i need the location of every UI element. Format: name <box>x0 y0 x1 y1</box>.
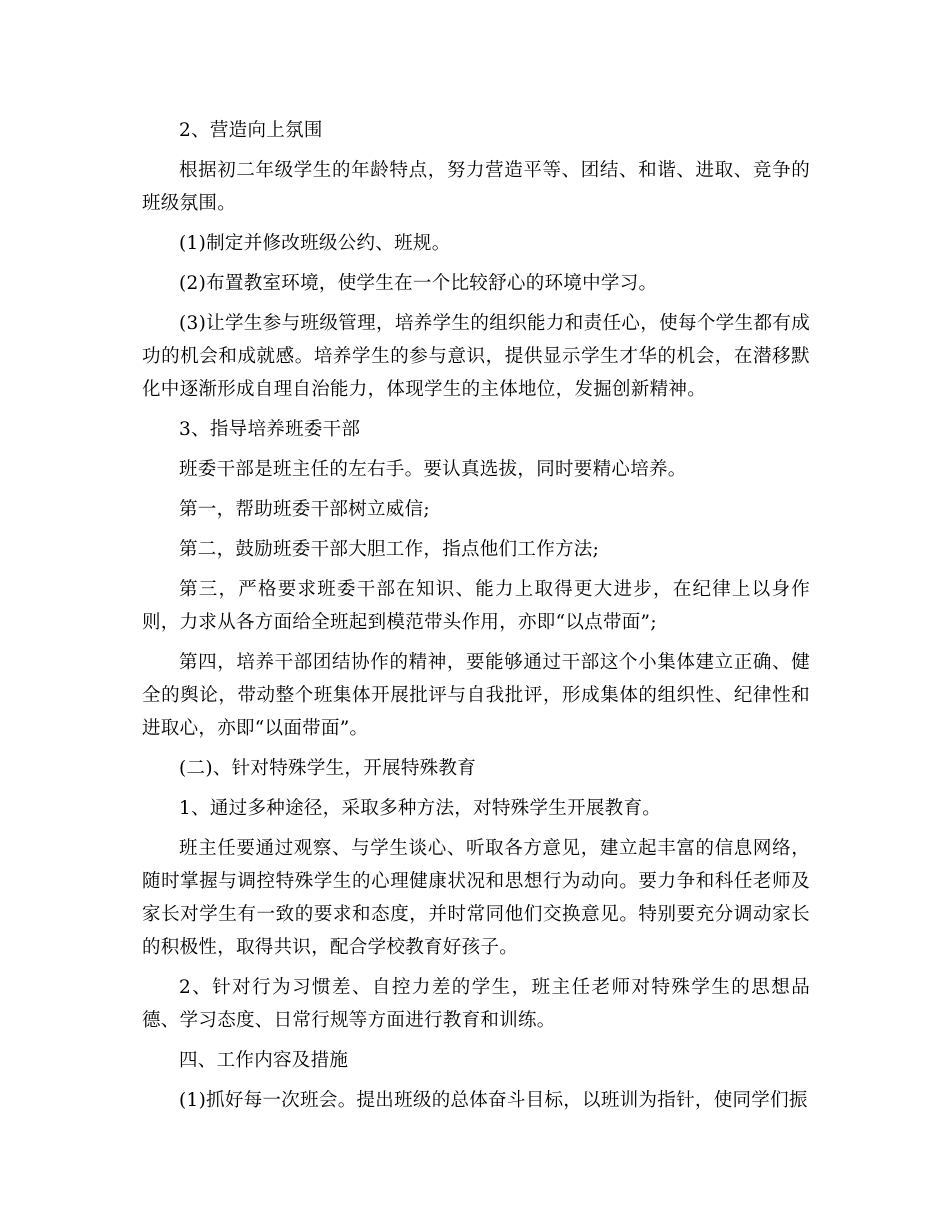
paragraph: 班主任要通过观察、与学生谈心、听取各方意见，建立起丰富的信息网络，随时掌握与调控特殊学生的心理健康状况和思想行为动向。要力争和科任老师及家长对学生有一致的要求和态度，并时常同他们交换意见。特别要充分调动家长的积极性，取得共识，配合学校教育好孩子。 <box>142 838 810 958</box>
list-item: 2、针对行为习惯差、自控力差的学生，班主任老师对特殊学生的思想品德、学习态度、日常行规等方面进行教育和训练。 <box>142 977 810 1031</box>
paragraph: 根据初二年级学生的年龄特点，努力营造平等、团结、和谐、进取、竞争的班级氛围。 <box>142 160 810 214</box>
paragraph: 班委干部是班主任的左右手。要认真选拔，同时要精心培养。 <box>179 459 687 480</box>
list-item: 第三，严格要求班委干部在知识、能力上取得更大进步，在纪律上以身作则，力求从各方面给全班起到模范带头作用，亦即“以点带面”; <box>142 579 810 633</box>
list-item: (3)让学生参与班级管理，培养学生的组织能力和责任心，使每个学生都有成功的机会和成就感。培养学生的参与意识，提供显示学生才华的机会，在潜移默化中逐渐形成自理自治能力，体现学生的主体地位，发掘创新精神。 <box>142 313 810 400</box>
list-item: 1、通过多种途径，采取多种方法，对特殊学生开展教育。 <box>179 798 662 819</box>
heading-atmosphere: 2、营造向上氛围 <box>179 120 323 141</box>
heading-special-students: (二)、针对特殊学生，开展特殊教育 <box>179 758 477 779</box>
heading-class-committee: 3、指导培养班委干部 <box>179 419 361 440</box>
list-item: 第四，培养干部团结协作的精神，要能够通过干部这个小集体建立正确、健全的舆论，带动整个班集体开展批评与自我批评，形成集体的组织性、纪律性和进取心，亦即“以面带面”。 <box>142 652 810 739</box>
heading-work-content: 四、工作内容及措施 <box>179 1050 349 1071</box>
list-item: 第一，帮助班委干部树立威信; <box>179 499 430 520</box>
list-item: 第二，鼓励班委干部大胆工作，指点他们工作方法; <box>179 539 600 560</box>
list-item: (1)抓好每一次班会。提出班级的总体奋斗目标，以班训为指针，使同学们振 <box>179 1090 808 1111</box>
list-item: (2)布置教室环境，使学生在一个比较舒心的环境中学习。 <box>179 273 658 294</box>
list-item: (1)制定并修改班级公约、班规。 <box>179 233 451 254</box>
document-body <box>142 114 810 1124</box>
